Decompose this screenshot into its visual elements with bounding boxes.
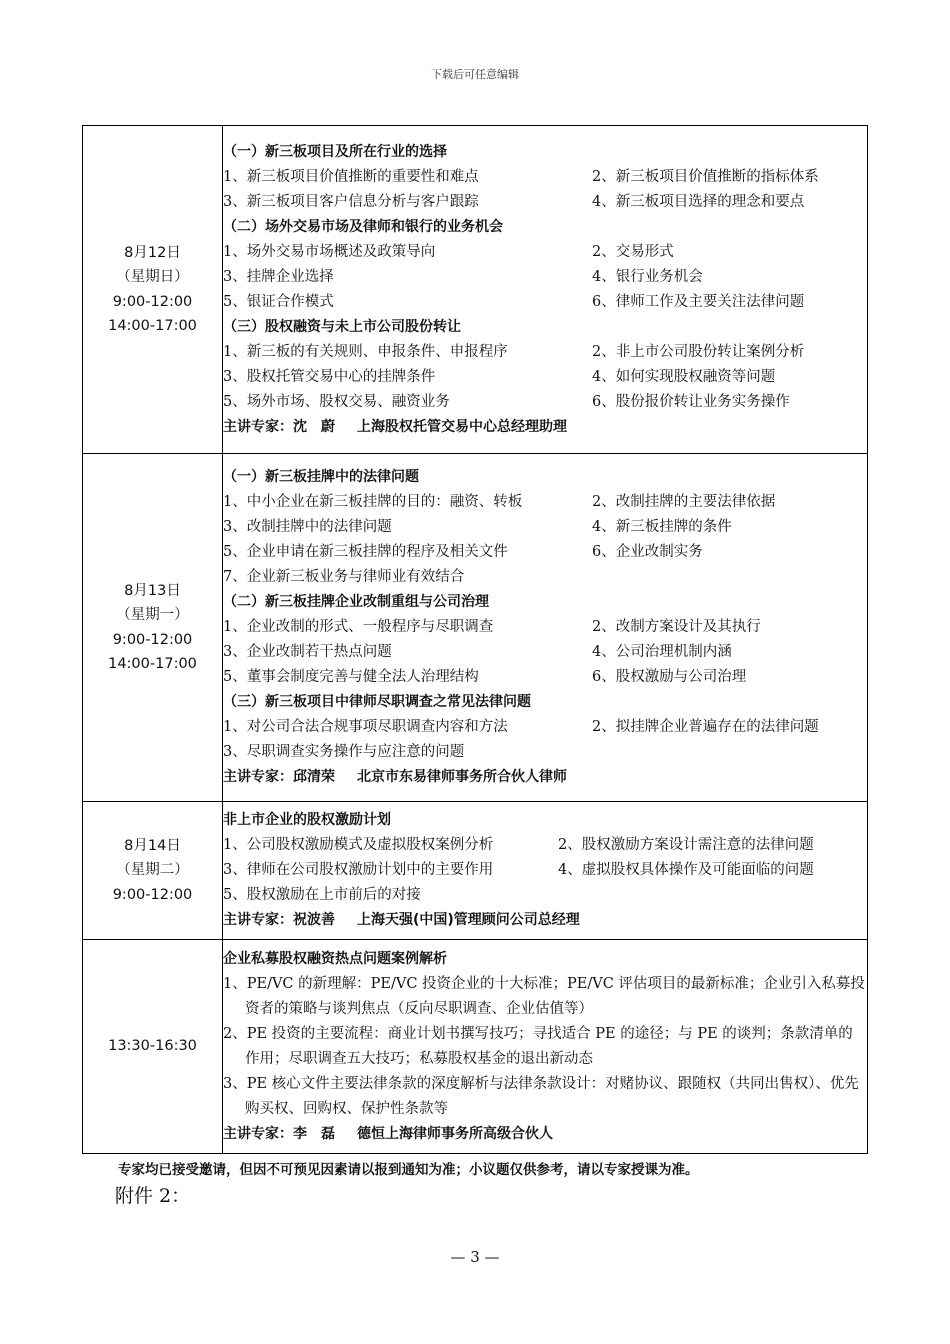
topic-item: 4、虚拟股权具体操作及可能面临的问题	[558, 862, 814, 878]
topic-item: 2、改制方案设计及其执行	[592, 619, 761, 635]
topic-pair	[223, 665, 867, 690]
expert-org: 德恒上海律师事务所高级合伙人	[357, 1125, 553, 1142]
topic-item: 2、PE 投资的主要流程：商业计划书撰写技巧；寻找适合 PE 的途径；与 PE 的谈判；条款清单的作用；尽职调查五大技巧；私募股权基金的退出新动态	[223, 1025, 853, 1067]
topic-item: 3、新三板项目客户信息分析与客户跟踪	[223, 193, 479, 210]
weekday-label: （星期二）	[116, 862, 189, 879]
footnote: 专家均已接受邀请，但因不可预见因素请以报到通知为准；小议题仅供参考，请以专家授课为准。	[118, 1162, 699, 1178]
topic-pair	[223, 340, 867, 365]
topic-item: 1、中小企业在新三板挂牌的目的：融资、转板	[223, 494, 523, 510]
topic-pair	[223, 858, 867, 883]
topic-item: 4、新三板挂牌的条件	[592, 519, 732, 535]
topic-item: 5、银证合作模式	[223, 293, 334, 310]
topic-item: 3、挂牌企业选择	[223, 268, 334, 285]
date-label: 8月12日	[124, 244, 181, 261]
session-row	[83, 940, 868, 1154]
page-header: 下载后可任意编辑	[431, 68, 519, 81]
topic-pair	[223, 240, 867, 265]
topic-title: （三）新三板项目中律师尽职调查之常见法律问题	[223, 694, 531, 710]
topic-item: 5、企业申请在新三板挂牌的程序及相关文件	[223, 544, 508, 560]
topic-pair	[223, 515, 867, 540]
topic-pair	[223, 715, 867, 740]
time-label: 9:00-12:00	[112, 631, 193, 648]
topic-title: 非上市企业的股权激励计划	[223, 812, 391, 828]
topic-pair	[223, 833, 867, 858]
topic-title: （一）新三板挂牌中的法律问题	[223, 469, 419, 485]
topic-item: 1、PE/VC 的新理解：PE/VC 投资企业的十大标准；PE/VC 评估项目的最新标准；企业引入私募投资者的策略与谈判焦点（反向尽职调查、企业估值等）	[223, 975, 865, 1017]
session-row	[83, 454, 868, 802]
topic-item: 2、交易形式	[592, 243, 674, 260]
expert-org: 上海股权托管交易中心总经理助理	[357, 418, 567, 435]
topic-item: 1、公司股权激励模式及虚拟股权案例分析	[223, 837, 494, 853]
date-cell	[83, 802, 223, 940]
topic-title: 企业私募股权融资热点问题案例解析	[223, 950, 447, 967]
time-label: 14:00-17:00	[108, 318, 197, 334]
time-label: 13:30-16:30	[108, 1038, 197, 1055]
topic-pair	[223, 365, 867, 390]
topic-item: 3、律师在公司股权激励计划中的主要作用	[223, 862, 494, 878]
topic-item: 5、场外市场、股权交易、融资业务	[223, 393, 450, 410]
topic-item: 2、新三板项目价值推断的指标体系	[592, 168, 819, 185]
topic-item: 5、董事会制度完善与健全法人治理结构	[223, 669, 479, 685]
topic-item: 6、股权激励与公司治理	[592, 669, 747, 685]
content-cell	[223, 940, 868, 1154]
topic-item: 3、尽职调查实务操作与应注意的问题	[223, 744, 465, 760]
time-label: 14:00-17:00	[108, 656, 197, 672]
date-label: 8月14日	[124, 837, 181, 854]
topic-item: 5、股权激励在上市前后的对接	[223, 887, 421, 903]
expert-label: 主讲专家：沈 蔚	[223, 418, 335, 435]
expert-line	[223, 908, 867, 933]
topic-item: 2、拟挂牌企业普遍存在的法律问题	[592, 719, 819, 735]
topic-item: 4、银行业务机会	[592, 268, 703, 285]
topic-item: 1、场外交易市场概述及政策导向	[223, 243, 436, 260]
expert-org: 北京市东易律师事务所合伙人律师	[357, 769, 567, 785]
topic-item: 4、如何实现股权融资等问题	[592, 368, 776, 385]
topic-item: 2、改制挂牌的主要法律依据	[592, 494, 776, 510]
topic-pair	[223, 265, 867, 290]
topic-pair	[223, 490, 867, 515]
topic-pair	[223, 165, 867, 190]
date-cell	[83, 454, 223, 802]
date-cell	[83, 940, 223, 1154]
topic-item: 6、股份报价转让业务实务操作	[592, 393, 790, 410]
topic-pair	[223, 190, 867, 215]
topic-title: （三）股权融资与未上市公司股份转让	[223, 318, 461, 335]
topic-pair	[223, 390, 867, 415]
content-cell	[223, 126, 868, 454]
topic-item: 3、PE 核心文件主要法律条款的深度解析与法律条款设计：对赌协议、跟随权（共同出售权）、优先购买权、回购权、保护性条款等	[223, 1075, 859, 1117]
time-label: 9:00-12:00	[112, 886, 193, 903]
topic-item: 2、股权激励方案设计需注意的法律问题	[558, 837, 814, 853]
topic-item: 1、新三板的有关规则、申报条件、申报程序	[223, 343, 508, 360]
topic-pair	[223, 540, 867, 565]
topic-pair	[223, 640, 867, 665]
topic-title: （二）新三板挂牌企业改制重组与公司治理	[223, 594, 489, 610]
expert-label: 主讲专家：李 磊	[223, 1125, 335, 1142]
topic-item: 4、公司治理机制内涵	[592, 644, 732, 660]
session-row	[83, 802, 868, 940]
topic-item: 3、企业改制若干热点问题	[223, 644, 392, 660]
topic-item: 4、新三板项目选择的理念和要点	[592, 193, 805, 210]
topic-item: 7、企业新三板业务与律师业有效结合	[223, 569, 465, 585]
date-cell	[83, 126, 223, 454]
expert-org: 上海天强(中国)管理顾问公司总经理	[357, 912, 580, 928]
topic-item: 3、改制挂牌中的法律问题	[223, 519, 392, 535]
content-cell	[223, 454, 868, 802]
topic-item: 6、企业改制实务	[592, 544, 703, 560]
time-label: 9:00-12:00	[112, 293, 193, 310]
topic-item: 3、股权托管交易中心的挂牌条件	[223, 368, 436, 385]
date-label: 8月13日	[124, 582, 181, 599]
schedule-table	[82, 125, 868, 1154]
expert-label: 主讲专家：邱清荣	[223, 769, 335, 785]
weekday-label: （星期日）	[116, 269, 189, 285]
topic-item: 2、非上市公司股份转让案例分析	[592, 343, 805, 360]
topic-item: 1、新三板项目价值推断的重要性和难点	[223, 168, 479, 185]
topic-title: （二）场外交易市场及律师和银行的业务机会	[223, 218, 503, 235]
session-row	[83, 126, 868, 454]
page-number: — 3 —	[450, 1248, 500, 1266]
topic-title: （一）新三板项目及所在行业的选择	[223, 143, 447, 160]
expert-line	[223, 765, 867, 790]
topic-pair	[223, 615, 867, 640]
topic-item: 1、对公司合法合规事项尽职调查内容和方法	[223, 719, 508, 735]
topic-item: 6、律师工作及主要关注法律问题	[592, 293, 805, 310]
expert-line	[223, 1122, 867, 1147]
content-cell	[223, 802, 868, 940]
expert-line	[223, 415, 867, 440]
weekday-label: （星期一）	[116, 607, 189, 623]
topic-pair	[223, 290, 867, 315]
expert-label: 主讲专家：祝波善	[223, 912, 335, 928]
topic-item: 1、企业改制的形式、一般程序与尽职调查	[223, 619, 494, 635]
attachment-label: 附件 2：	[115, 1185, 191, 1207]
